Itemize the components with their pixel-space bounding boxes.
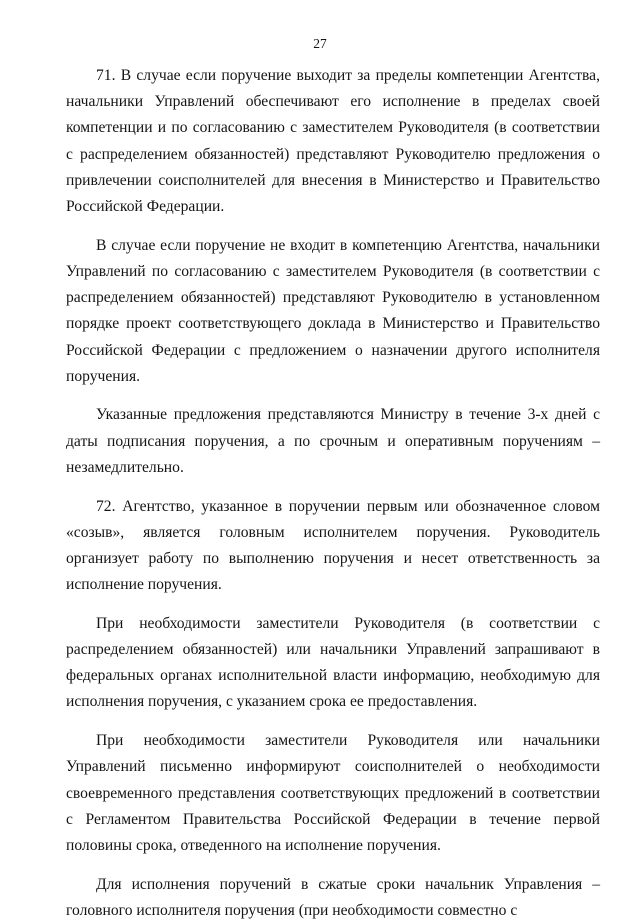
paragraph-not-in-competence: В случае если поручение не входит в компетенцию Агентства, начальники Управлений по согласованию с заместителем Руководителя (в соответствии с распределением обязанностей) представляют Руководителю в установленном порядке проект соответствующего доклада в Министерство и Правительство Российской Федерации с предложением о назначении другого исполнителя поручения. <box>66 236 600 385</box>
paragraph-71: 71. В случае если поручение выходит за пределы компетенции Агентства, начальники Управлений обеспечивают его исполнение в пределах своей компетенции и по согласованию с заместителем Руководителя (в соответствии с распределением обязанностей) представляют Руководителю предложения о привлечении соисполнителей для внесения в Министерство и Правительство Российской Федерации. <box>66 67 600 216</box>
paragraph-proposals-deadline: Указанные предложения представляются Министру в течение 3-х дней с даты подписания поручения, а по срочным и оперативным поручениям – незамедлительно. <box>66 406 600 476</box>
paragraph-tight-deadlines: Для исполнения поручений в сжатые сроки начальник Управления – головного исполнителя поручения (при необходимости совместно с <box>66 875 600 919</box>
page-number: 27 <box>313 36 327 51</box>
paragraph-information-request: При необходимости заместители Руководителя (в соответствии с распределением обязанностей) или начальники Управлений запрашивают в федеральных органах исполнительной власти информацию, необходимую для исполнения поручения, с указанием срока ее предоставления. <box>66 614 600 711</box>
paragraph-72: 72. Агентство, указанное в поручении первым или обозначенное словом «созыв», является головным исполнителем поручения. Руководитель организует работу по выполнению поручения и несет ответственность за исполнение поручения. <box>66 497 600 594</box>
document-body <box>66 63 600 924</box>
paragraph-co-executors-notice: При необходимости заместители Руководителя или начальники Управлений письменно информируют соисполнителей о необходимости своевременного представления соответствующих предложений в соответствии с Регламентом Правительства Российской Федерации в течение первой половины срока, отведенного на исполнение поручения. <box>66 732 600 854</box>
